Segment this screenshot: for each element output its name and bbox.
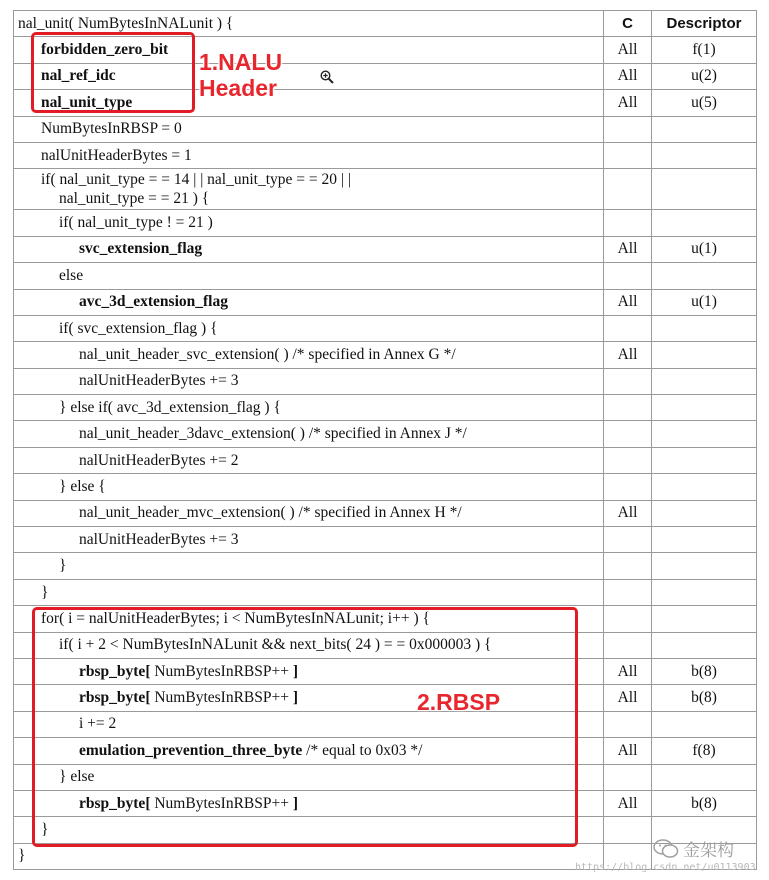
syntax-text: forbidden_zero_bit: [41, 41, 169, 59]
table-row: [14, 368, 757, 394]
category-cell: [604, 527, 652, 553]
table-row: [14, 395, 757, 421]
category-cell: All: [604, 236, 652, 262]
syntax-text: avc_3d_extension_flag: [79, 293, 228, 311]
category-cell: [604, 421, 652, 447]
syntax-text: svc_extension_flag: [79, 240, 203, 258]
syntax-text-end: ]: [292, 689, 299, 707]
table-row: [14, 289, 757, 315]
syntax-text: } else if( avc_3d_extension_flag ) {: [59, 398, 281, 416]
syntax-cell: [14, 843, 604, 869]
nalu-header-label-line2: Header: [199, 75, 277, 101]
watermark-brand: [653, 836, 734, 861]
syntax-text-rest: /* equal to 0x03 */: [302, 741, 423, 759]
category-cell: [604, 315, 652, 341]
syntax-text: nal_unit_header_mvc_extension( ) /* specified in Annex H */: [79, 504, 462, 522]
category-cell: [604, 553, 652, 579]
syntax-text: }: [18, 847, 26, 865]
syntax-text: rbsp_byte[: [79, 689, 151, 707]
syntax-cell: [14, 447, 604, 473]
syntax-cell: [14, 116, 604, 142]
syntax-text-rest: NumBytesInRBSP++: [150, 662, 293, 680]
descriptor-cell: [652, 474, 757, 500]
watermark-url: https://blog.csdn.net/u0113903: [575, 862, 756, 873]
category-cell: All: [604, 790, 652, 816]
syntax-text-end: ]: [292, 662, 299, 680]
category-cell: [604, 764, 652, 790]
descriptor-cell: [652, 395, 757, 421]
table-row: [14, 527, 757, 553]
nalu-header-highlight-box: [31, 32, 195, 113]
category-cell: All: [604, 63, 652, 89]
syntax-cell: [14, 500, 604, 526]
syntax-text: }: [59, 557, 67, 575]
syntax-text: if( svc_extension_flag ) {: [59, 319, 218, 337]
category-cell: All: [604, 37, 652, 63]
table-row: [14, 500, 757, 526]
category-cell: All: [604, 90, 652, 116]
descriptor-cell: [652, 421, 757, 447]
header-descriptor: Descriptor: [652, 11, 757, 37]
descriptor-cell: u(5): [652, 90, 757, 116]
syntax-text: nalUnitHeaderBytes += 3: [79, 372, 239, 390]
descriptor-cell: [652, 553, 757, 579]
table-row: [14, 447, 757, 473]
syntax-cell: [14, 421, 604, 447]
category-cell: All: [604, 342, 652, 368]
rbsp-label: 2.RBSP: [417, 689, 501, 715]
syntax-cell: [14, 342, 604, 368]
syntax-cell: [14, 474, 604, 500]
category-cell: [604, 817, 652, 843]
table-row: [14, 236, 757, 262]
header-syntax: nal_unit( NumBytesInNALunit ) {: [14, 11, 604, 37]
syntax-text: } else {: [59, 477, 106, 495]
table-row: [14, 169, 757, 210]
syntax-cell: [14, 142, 604, 168]
nalu-header-label: [199, 49, 282, 101]
descriptor-cell: [652, 368, 757, 394]
zoom-in-icon: [320, 70, 334, 84]
syntax-text: rbsp_byte[: [79, 662, 151, 680]
nalu-header-label-line1: 1.NALU: [199, 49, 283, 75]
category-cell: All: [604, 685, 652, 711]
syntax-text: rbsp_byte[: [79, 794, 151, 812]
syntax-text: }: [41, 821, 49, 839]
syntax-cell: [14, 315, 604, 341]
syntax-text-end: ]: [292, 794, 299, 812]
syntax-text: nalUnitHeaderBytes += 3: [79, 530, 239, 548]
syntax-text-rest: NumBytesInRBSP++: [150, 794, 293, 812]
table-row: [14, 315, 757, 341]
syntax-cell: [14, 368, 604, 394]
syntax-cell: [14, 210, 604, 236]
descriptor-cell: b(8): [652, 790, 757, 816]
descriptor-cell: b(8): [652, 658, 757, 684]
descriptor-cell: [652, 606, 757, 632]
category-cell: [604, 447, 652, 473]
table-row: [14, 263, 757, 289]
category-cell: [604, 395, 652, 421]
syntax-text: if( i + 2 < NumBytesInNALunit && next_bits( 24 ) = = 0x000003 ) {: [59, 636, 492, 654]
table-row: [14, 116, 757, 142]
syntax-text: nal_ref_idc: [41, 67, 116, 85]
category-cell: All: [604, 500, 652, 526]
descriptor-cell: u(1): [652, 289, 757, 315]
syntax-text: if( nal_unit_type ! = 21 ): [59, 214, 213, 232]
syntax-text: i += 2: [79, 715, 117, 733]
syntax-cell: [14, 289, 604, 315]
table-row: [14, 474, 757, 500]
rbsp-highlight-box: [32, 607, 578, 847]
syntax-cell: [14, 553, 604, 579]
syntax-cell: [14, 169, 604, 210]
category-cell: [604, 169, 652, 210]
table-row: [14, 342, 757, 368]
syntax-text: } else: [59, 768, 95, 786]
descriptor-cell: [652, 579, 757, 605]
category-cell: [604, 116, 652, 142]
syntax-cell: [14, 236, 604, 262]
table-row: [14, 210, 757, 236]
syntax-text: if( nal_unit_type = = 14 | | nal_unit_type = = 20 | |: [41, 171, 351, 189]
table-row: [14, 553, 757, 579]
syntax-cell: [14, 395, 604, 421]
descriptor-cell: [652, 263, 757, 289]
syntax-text: emulation_prevention_three_byte: [79, 741, 303, 759]
syntax-cell: [14, 579, 604, 605]
syntax-text: for( i = nalUnitHeaderBytes; i < NumBytesInNALunit; i++ ) {: [41, 609, 430, 627]
watermark-brand-text: 金架构: [683, 841, 734, 861]
category-cell: All: [604, 658, 652, 684]
wechat-icon: [653, 839, 679, 859]
category-cell: [604, 368, 652, 394]
syntax-text: nalUnitHeaderBytes += 2: [79, 451, 239, 469]
descriptor-cell: [652, 342, 757, 368]
descriptor-cell: [652, 116, 757, 142]
syntax-text: nal_unit_header_svc_extension( ) /* specified in Annex G */: [79, 345, 456, 363]
descriptor-cell: [652, 500, 757, 526]
category-cell: [604, 711, 652, 737]
table-row: [14, 579, 757, 605]
descriptor-cell: f(1): [652, 37, 757, 63]
descriptor-cell: f(8): [652, 738, 757, 764]
descriptor-cell: u(2): [652, 63, 757, 89]
category-cell: [604, 474, 652, 500]
header-category: C: [604, 11, 652, 37]
syntax-text: else: [59, 266, 84, 284]
syntax-cell: [14, 527, 604, 553]
descriptor-cell: [652, 210, 757, 236]
syntax-text: nal_unit_type: [41, 93, 133, 111]
category-cell: [604, 263, 652, 289]
category-cell: [604, 632, 652, 658]
descriptor-cell: [652, 711, 757, 737]
category-cell: All: [604, 289, 652, 315]
descriptor-cell: [652, 315, 757, 341]
category-cell: All: [604, 738, 652, 764]
descriptor-cell: [652, 142, 757, 168]
category-cell: [604, 606, 652, 632]
descriptor-cell: [652, 169, 757, 210]
table-row: [14, 142, 757, 168]
syntax-text-continued: nal_unit_type = = 21 ) {: [59, 190, 210, 208]
category-cell: [604, 579, 652, 605]
syntax-cell: [14, 263, 604, 289]
category-cell: [604, 210, 652, 236]
syntax-text-rest: NumBytesInRBSP++: [150, 689, 293, 707]
syntax-text: NumBytesInRBSP = 0: [41, 120, 182, 138]
syntax-text: nal_unit_header_3davc_extension( ) /* specified in Annex J */: [79, 425, 467, 443]
category-cell: [604, 142, 652, 168]
syntax-text: nalUnitHeaderBytes = 1: [41, 146, 192, 164]
descriptor-cell: [652, 527, 757, 553]
syntax-text: }: [41, 583, 49, 601]
descriptor-cell: [652, 764, 757, 790]
descriptor-cell: [652, 632, 757, 658]
descriptor-cell: [652, 447, 757, 473]
descriptor-cell: u(1): [652, 236, 757, 262]
descriptor-cell: b(8): [652, 685, 757, 711]
table-row: [14, 421, 757, 447]
